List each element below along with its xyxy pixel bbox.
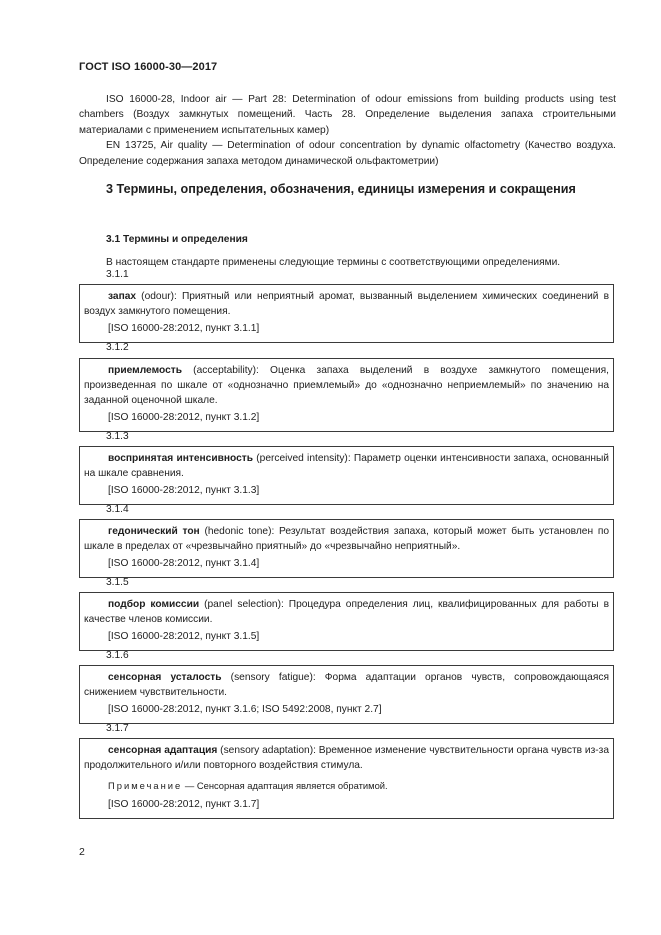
term-number: 3.1.1: [106, 269, 129, 280]
term-box: [79, 284, 614, 343]
term-text: (sensory fatigue): Форма адаптации органов чувств, сопровождающаяся снижением чувствительности.: [84, 672, 609, 698]
term-name: подбор комиссии: [108, 599, 200, 610]
term-source: [ISO 16000-28:2012, пункт 3.1.4]: [108, 558, 260, 569]
term-text: (acceptability): Оценка запаха выделений в воздухе замкнутого помещения, произведенная по шкале от «однозначно приемлемый» до «однозначно неприемлемый» по значению на заданной оценочной шкале.: [84, 365, 609, 406]
term-text: (panel selection): Процедура определения лиц, квалифицированных для работы в качестве членов комиссии.: [84, 599, 609, 625]
term-source: [ISO 16000-28:2012, пункт 3.1.6; ISO 5492:2008, пункт 2.7]: [108, 704, 382, 715]
term-note: [84, 778, 609, 793]
term-number: 3.1.6: [106, 650, 129, 661]
page-number: 2: [79, 846, 85, 858]
reference-item: EN 13725, Air quality — Determination of odour concentration by dynamic olfactometry (Качество воздуха. Определение содержания запаха методом динамической ольфактометрии): [79, 140, 616, 167]
term-name: приемлемость: [108, 365, 182, 376]
term-box: [79, 358, 614, 432]
term-name: сенсорная адаптация: [108, 745, 218, 756]
term-definition: [84, 524, 609, 554]
term-name: сенсорная усталость: [108, 672, 222, 683]
term-box: [79, 738, 614, 819]
term-source: [ISO 16000-28:2012, пункт 3.1.7]: [108, 799, 260, 810]
term-source: [ISO 16000-28:2012, пункт 3.1.3]: [108, 485, 260, 496]
term-number: 3.1.5: [106, 577, 129, 588]
term-name: запах: [108, 291, 137, 302]
term-box: [79, 665, 614, 724]
term-source: [ISO 16000-28:2012, пункт 3.1.1]: [108, 323, 260, 334]
term-definition: [84, 289, 609, 319]
term-name: воспринятая интенсивность: [108, 453, 254, 464]
note-text: — Сенсорная адаптация является обратимой.: [182, 780, 388, 791]
term-text: (perceived intensity): Параметр оценки интенсивности запаха, основанный на шкале сравнения.: [84, 453, 610, 479]
term-definition: [84, 743, 609, 773]
term-source: [ISO 16000-28:2012, пункт 3.1.5]: [108, 631, 260, 642]
term-box: [79, 592, 614, 651]
note-label: Примечание: [108, 780, 183, 791]
intro-paragraph: В настоящем стандарте применены следующие термины с соответствующими определениями.: [106, 257, 561, 268]
term-definition: [84, 451, 609, 481]
subsection-title: 3.1 Термины и определения: [106, 234, 248, 245]
document-header: ГОСТ ISO 16000-30—2017: [79, 61, 218, 73]
term-number: 3.1.7: [106, 723, 129, 734]
term-definition: [84, 597, 609, 627]
normative-references: [79, 92, 616, 169]
term-definition: [84, 670, 609, 700]
reference-item: ISO 16000-28, Indoor air — Part 28: Determination of odour emissions from building products using test chambers (Воздух замкнутых помещений. Часть 28. Определение выделения запаха строительными материалами с применением испытательных камер): [79, 94, 616, 136]
section-title: 3 Термины, определения, обозначения, единицы измерения и сокращения: [106, 182, 576, 196]
term-number: 3.1.3: [106, 431, 129, 442]
term-text: (hedonic tone): Результат воздействия запаха, который может быть установлен по шкале в пределах от «чрезвычайно приятный» до «чрезвычайно неприятный».: [84, 526, 609, 552]
term-box: [79, 446, 614, 505]
term-text: (sensory adaptation): Временное изменение чувствительности органа чувств из-за продолжительного и/или повторного воздействия стимула.: [84, 745, 609, 771]
term-definition: [84, 363, 609, 408]
term-text: (odour): Приятный или неприятный аромат, вызванный выделением химических соединений в воздух замкнутого помещения.: [84, 291, 609, 317]
term-number: 3.1.2: [106, 342, 129, 353]
term-number: 3.1.4: [106, 504, 129, 515]
term-box: [79, 519, 614, 578]
term-name: гедонический тон: [108, 526, 200, 537]
term-source: [ISO 16000-28:2012, пункт 3.1.2]: [108, 412, 260, 423]
